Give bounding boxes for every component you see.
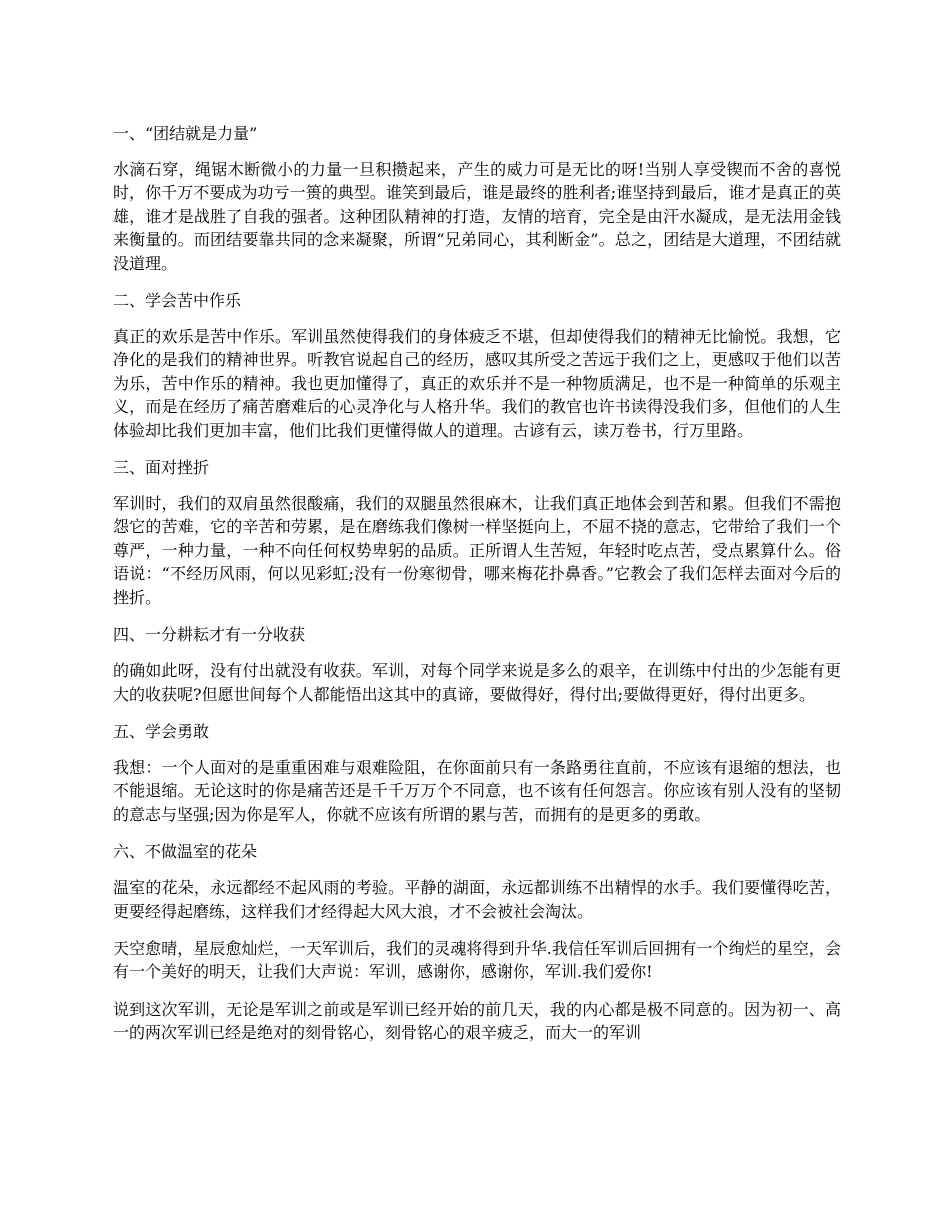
- section-paragraph: 我想：一个人面对的是重重困难与艰难险阻，在你面前只有一条路勇往直前，不应该有退缩的想法，也不能退缩。无论这时的你是痛苦还是千千万万个不同意，也不该有任何怨言。你应该有别人没有的坚韧的意志与坚强;因为你是军人，你就不应该有所谓的累与苦，而拥有的是更多的勇敢。: [113, 757, 841, 824]
- document-body: [113, 122, 841, 1059]
- section-paragraph: 真正的欢乐是苦中作乐。军训虽然使得我们的身体疲乏不堪，但却使得我们的精神无比愉悦。我想，它净化的是我们的精神世界。听教官说起自己的经历，感叹其所受之苦远于我们之上，更感叹于他们以苦为乐，苦中作乐的精神。我也更加懂得了，真正的欢乐并不是一种物质满足，也不是一种简单的乐观主义，而是在经历了痛苦磨难后的心灵净化与人格升华。我们的教官也许书读得没我们多，但他们的人生体验却比我们更加丰富，他们比我们更懂得做人的道理。古谚有云，读万卷书，行万里路。: [113, 327, 841, 440]
- section-paragraph: 的确如此呀，没有付出就没有收获。军训，对每个同学来说是多么的艰辛，在训练中付出的少怎能有更大的收获呢?但愿世间每个人都能悟出这其中的真谛，要做得好，得付出;要做得更好，得付出更多。: [113, 661, 841, 704]
- section-paragraph: 温室的花朵，永远都经不起风雨的考验。平静的湖面，永远都训练不出精悍的水手。我们要懂得吃苦，更要经得起磨练，这样我们才经得起大风大浪，才不会被社会淘汰。: [113, 878, 841, 921]
- section-heading-3: 三、面对挫折: [113, 458, 210, 478]
- section-paragraph: 天空愈晴，星辰愈灿烂，一天军训后，我们的灵魂将得到升华.我信任军训后回拥有一个绚烂的星空，会有一个美好的明天，让我们大声说：军训，感谢你，感谢你，军训.我们爱你!: [113, 938, 841, 982]
- section-heading-5: 五、学会勇敢: [113, 721, 210, 741]
- section-paragraph: 水滴石穿，绳锯木断微小的力量一旦积攒起来，产生的威力可是无比的呀!当别人享受锲而不舍的喜悦时，你千万不要成为功亏一篑的典型。谁笑到最后，谁是最终的胜利者;谁坚持到最后，谁才是真正的英雄，谁才是战胜了自我的强者。这种团队精神的打造，友情的培育，完全是由汗水凝成，是无法用金钱来衡量的。而团结要靠共同的念来凝聚，所谓“兄弟同心，其利断金”。总之，团结是大道理，不团结就没道理。: [113, 160, 841, 273]
- section-paragraph: 说到这次军训，无论是军训之前或是军训已经开始的前几天，我的内心都是极不同意的。因为初一、高一的两次军训已经是绝对的刻骨铭心，刻骨铭心的艰辛疲乏，而大一的军训: [113, 999, 841, 1043]
- section-heading-4: 四、一分耕耘才有一分收获: [113, 625, 306, 645]
- section-heading-1: 一、“团结就是力量”: [113, 124, 258, 143]
- section-paragraph: 军训时，我们的双肩虽然很酸痛，我们的双腿虽然很麻木，让我们真正地体会到苦和累。但我们不需抱怨它的苦难，它的辛苦和劳累，是在磨练我们像树一样坚挺向上，不屈不挠的意志，它带给了我们一个尊严，一种力量，一种不向任何权势卑躬的品质。正所谓人生苦短，年轻时吃点苦，受点累算什么。俗语说：“不经历风雨，何以见彩虹;没有一份寒彻骨，哪来梅花扑鼻香。”它教会了我们怎样去面对今后的挫折。: [113, 494, 841, 607]
- section-heading-6: 六、不做温室的花朵: [113, 842, 258, 862]
- section-heading-2: 二、学会苦中作乐: [113, 291, 242, 311]
